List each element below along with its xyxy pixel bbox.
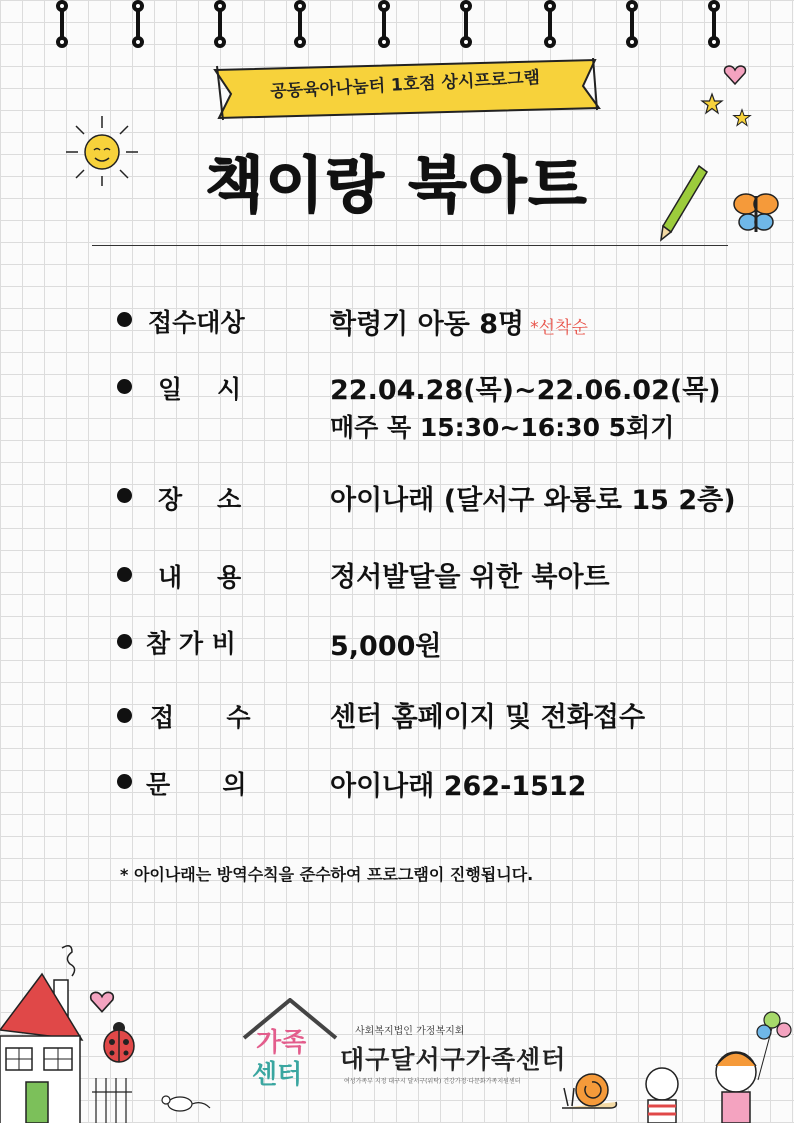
quarantine-footnote: * 아이나래는 방역수칙을 준수하여 프로그램이 진행됩니다. xyxy=(120,865,534,884)
girl-with-balloons-icon xyxy=(636,1010,794,1123)
value-content: 정서발달을 위한 북아트 xyxy=(330,562,610,593)
logo-org-line: 사회복지법인 가정복지회 xyxy=(355,1026,465,1037)
logo-mark-bottom-text: 센터 xyxy=(252,1060,303,1090)
logo-small-line: 여성가족부 지정 대구시 달서구(위탁) 건강가정·다문화가족지원센터 xyxy=(344,1078,521,1085)
snail-icon xyxy=(560,1058,620,1113)
label-place: 장 소 xyxy=(158,485,242,514)
bullet xyxy=(117,312,132,327)
value-schedule: 매주 목 15:30~16:30 5회기 xyxy=(330,413,675,442)
bullet xyxy=(117,379,132,394)
label-apply: 접 수 xyxy=(150,703,251,732)
title-divider xyxy=(92,245,728,246)
house-icon xyxy=(0,940,95,1123)
first-come-note: *선착순 xyxy=(530,318,588,338)
label-fee: 참 가 비 xyxy=(146,629,236,658)
value-target-text: 학령기 아동 8명 xyxy=(330,309,525,340)
mouse-icon xyxy=(92,1068,222,1123)
label-date: 일 시 xyxy=(158,375,242,404)
star-icon xyxy=(732,108,752,128)
program-subtitle: 공동육아나눔터 1호점 상시프로그램 xyxy=(269,67,541,103)
value-target xyxy=(330,302,588,341)
notebook-ring-icon xyxy=(0,0,794,50)
ladybug-icon xyxy=(98,1018,140,1064)
page-title: 책이랑 북아트 xyxy=(205,151,589,221)
star-icon xyxy=(700,92,724,116)
bullet xyxy=(117,774,132,789)
bullet xyxy=(117,488,132,503)
value-date: 22.04.28(목)~22.06.02(목) xyxy=(330,375,721,406)
heart-icon xyxy=(88,988,116,1016)
bullet xyxy=(117,708,132,723)
bullet xyxy=(117,567,132,582)
value-place: 아이나래 (달서구 와룡로 15 2층) xyxy=(330,485,736,516)
value-fee: 5,000원 xyxy=(330,631,442,662)
label-content: 내 용 xyxy=(158,563,242,592)
value-apply: 센터 홈페이지 및 전화접수 xyxy=(330,702,646,733)
logo-name: 대구달서구가족센터 xyxy=(340,1045,567,1074)
label-contact: 문 의 xyxy=(146,770,247,799)
label-target: 접수대상 xyxy=(148,308,245,337)
logo-mark-top-text: 가족 xyxy=(256,1028,307,1058)
value-contact: 아이나래 262-1512 xyxy=(330,771,587,802)
logo-mark-bottom xyxy=(252,1054,302,1091)
bullet xyxy=(117,634,132,649)
heart-icon xyxy=(722,62,748,88)
